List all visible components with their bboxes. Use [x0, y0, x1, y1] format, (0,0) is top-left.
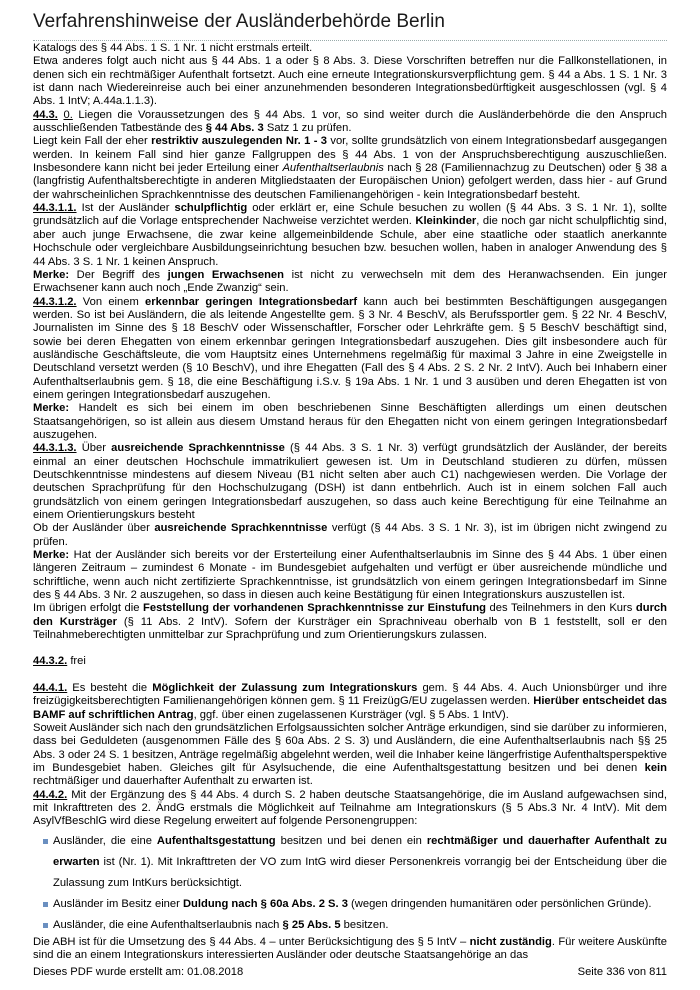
- section-ref: 44.3.: [33, 108, 58, 121]
- section-44-3-1-1: 44.3.1.1. Ist der Ausländer schulpflichtig oder erklärt er, eine Schule besuchen zu wollen (§ 44 Abs. 3 S. 1 Nr. 1), sollte grundsätzlich auf die Vorlage entsprechender Nachweise verzichtet werden. Kleinkinder, die noch gar nicht schulpflichtig sind, aber auch junge Erwachsene, die zwar keine allgemeinbildende Schule, aber eine staatliche oder staatlich anerkannte Hochschule oder vergleichbare Ausbildungseinrichtung besuchen bzw. besuchen wollen, haben in analoger Anwendung des § 44 Abs. 3 S. 1 Nr. 1 keinen Anspruch.: [33, 202, 667, 268]
- page-footer: [33, 966, 667, 978]
- section-ref: 44.3.2.: [33, 655, 68, 668]
- merke-note: Merke: Hat der Ausländer sich bereits vor der Ersterteilung einer Aufenthaltserlaubnis im Sinne des § 44 Abs. 1 über einen längeren Zeitraum – zumindest 6 Monate - im Bundesgebiet aufgehalten und verfügt er über ausreichende mündliche und schriftliche, wenn auch nicht zertifizierte Sprachkenntnisse, ist grundsätzlich von einem geringen Integrationsbedarf im Sinne des § 44 Abs. 3 Nr. 2 auszugehen, so dass in diesen auch keine Bestätigung für einen Integrationskurs auszustellen ist.: [33, 549, 667, 602]
- section-ref: 44.3.1.2.: [33, 295, 77, 308]
- document-title: Verfahrenshinweise der Ausländerbehörde Berlin: [33, 11, 445, 32]
- paragraph: Etwa anderes folgt auch nicht aus § 44 Abs. 1 a oder § 8 Abs. 3. Diese Vorschriften betreffen nur die Fallkonstellationen, in denen sich ein rechtmäßiger Aufenthalt fortsetzt. Auch eine erneute Integrationskursverpflichtung gem. § 44 a Abs. 1 S. 1 Nr. 3 ist dann nach Wiedereinreise auch bei einer anzunehmenden besonderen Integrationsbedürftigkeit ausgeschlossen (vgl. § 4 Abs. 1 IntV; A.44a.1.1.3).: [33, 55, 667, 108]
- merke-note: Merke: Der Begriff des jungen Erwachsenen ist nicht zu verwechseln mit dem des Heranwachsenden. Ein junger Erwachsener kann auch noch „Ende Zwanzig“ sein.: [33, 268, 668, 295]
- section-44-3-1-3: 44.3.1.3. Über ausreichende Sprachkenntnisse (§ 44 Abs. 3 S. 1 Nr. 3) verfügt grundsätzlich der Ausländer, der bereits einmal an einer deutschen Hochschule immatrikuliert gewesen ist. Um in Deutschland studieren zu dürfen, müssen Deutschkenntnisse mindestens auf diesem Niveau (B1 nicht selten aber auch C1) nachgewiesen werden. Die Vorlage der deutschen Sprachprüfung für den Hochschulzugang (DSH) ist dann entbehrlich. Auch ist in einem solchen Fall auch grundsätzlich von einem geringen Integrationsbedarf auszugehen, so dass auch keine Berechtigung für eine Teilnahme an einem Orientierungskurs besteht: [33, 442, 668, 522]
- section-44-3-1-2: 44.3.1.2. Von einem erkennbar geringen Integrationsbedarf kann auch bei bestimmten Beschäftigungen ausgegangen werden. So ist bei Ausländern, die als leitende Angestellte gem. § 3 Nr. 4 BeschV, als Berufssportler gem. § 22 Nr. 4 BeschV, Journalisten im Sinne des § 18 BeschV oder Wissenschaftler, Forscher oder Lehrkräfte gem. § 5 BeschV beschäftigt sind, sowie bei deren Ehegatten von einem erkennbar geringen Integrationsbedarf auszugehen. Dies gilt insbesondere auch für ausländische Geschäftsleute, die vom Hauptsitz eines Unternehmens regelmäßig für maximal 3 Jahre in eine Zweigstelle in Deutschland versetzt werden (§ 10 BeschV), und ihre Ehegatten (Fall des § 4 Abs. 2 S. 2 Nr. 2 IntV). Auch bei Inhabern einer Aufenthaltserlaubnis gem. § 18, die eine Beschäftigung i.S.v. § 19a Abs. 1 Nr. 1 und 3 ausüben und deren Ehegatten ist von einem geringen Integrationsbedarf auszugehen.: [33, 295, 667, 401]
- person-group-list: [33, 831, 667, 936]
- list-item: Ausländer, die eine Aufenthaltsgestattung besitzen und bei denen ein rechtmäßiger und dauerhafter Aufenthalt zu erwarten ist (Nr. 1). Mit Inkrafttreten der VO zum IntG wird dieser Personenkreis vorrangig bei der Entscheidung über die Zulassung zum IntKurs berücksichtigt.: [43, 831, 667, 894]
- paragraph: Soweit Ausländer sich nach den grundsätzlichen Erfolgsaussichten solcher Anträge erkundigen, sind sie darüber zu informieren, dass bei Geduldeten (ausgenommen Fälle des § 60a Abs. 2 S. 3) und Ausländern, die eine Aufenthaltserlaubnis nach §§ 25 Abs. 3 oder 24 S. 1 besitzen, Anträge regelmäßig abgelehnt werden, weil die Inhaber keine längerfristige Aufenthaltsperspektive im Bundesgebiet haben. Gleiches gilt für Asylsuchende, die eine Aufenthaltsgestattung besitzen und bei denen kein rechtmäßiger und dauerhafter Aufenthalt zu erwarten ist.: [33, 721, 667, 788]
- list-item: Ausländer im Besitz einer Duldung nach § 60a Abs. 2 S. 3 (wegen dringenden humanitären oder persönlichen Gründe).: [43, 894, 667, 915]
- page-header: [33, 10, 667, 41]
- section-ref: 44.4.2.: [33, 788, 68, 801]
- list-item: Ausländer, die eine Aufenthaltserlaubnis nach § 25 Abs. 5 besitzen.: [43, 915, 667, 936]
- section-ref: 44.3.1.1.: [33, 202, 77, 215]
- document-body: [33, 42, 667, 962]
- subsection-ref: 0.: [63, 108, 73, 121]
- section-ref: 44.3.1.3.: [33, 442, 77, 455]
- section-44-3: 44.3. 0. Liegen die Voraussetzungen des § 44 Abs. 1 vor, so sind weiter durch die Ausländerbehörde die den Anspruch ausschließenden Tatbestände des § 44 Abs. 3 Satz 1 zu prüfen.: [33, 108, 667, 135]
- created-date: Dieses PDF wurde erstellt am: 01.08.2018: [33, 966, 244, 978]
- paragraph: Ob der Ausländer über ausreichende Sprachkenntnisse verfügt (§ 44 Abs. 3 S. 1 Nr. 3), ist im übrigen nicht zwingend zu prüfen.: [33, 522, 667, 548]
- paragraph: Liegt kein Fall der eher restriktiv auszulegenden Nr. 1 - 3 vor, sollte grundsätzlich von einem Integrationsbedarf ausgegangen werden. In keinem Fall sind hier ganze Fallgruppen des § 44 Abs. 1 von der Anspruchsberechtigung auszuschließen. Insbesondere kann nicht bei jeder Erteilung einer Aufenthaltserlaubnis nach § 28 (Familiennachzug zu Deutschen) oder § 38 a (langfristig Aufenthaltsberechtigte in anderen Mitgliedstaaten der Europäischen Union) gefolgert werden, dass hier - auf Grund der wahrscheinlichen Sprachkenntnisse des deutschen Familienangehörigen - kein Integrationsbedarf besteht.: [33, 135, 667, 201]
- section-44-4-2: 44.4.2. Mit der Ergänzung des § 44 Abs. 4 durch S. 2 haben deutsche Staatsangehörige, die im Ausland aufgewachsen sind, mit Inkrafttreten des 2. ÄndG erstmals die Möglichkeit auf Teilnahme am Integrationskurs (§ 5 Abs.3 Nr. 4 IntV). Mit dem AsylVfBeschlG wird diese Regelung erweitert auf folgende Personengruppen:: [33, 788, 667, 828]
- section-44-3-2: 44.3.2. frei: [33, 655, 86, 668]
- page-number: Seite 336 von 811: [577, 966, 667, 978]
- merke-note: Merke: Handelt es sich bei einem im oben beschriebenen Sinne Beschäftigten allerdings um einen deutschen Staatsangehörigen, so ist allein aus diesem Umstand heraus für den Ehegatten nicht von einem geringen Integrationsbedarf auszugehen.: [33, 402, 667, 441]
- section-ref: 44.4.1.: [33, 681, 68, 694]
- paragraph: Die ABH ist für die Umsetzung des § 44 Abs. 4 – unter Berücksichtigung des § 5 IntV – nicht zuständig. Für weitere Auskünfte sind die an einem Integrationskurs interessierten Ausländer oder deutsche Staatsangehörige an das: [33, 935, 668, 961]
- paragraph: Im übrigen erfolgt die Feststellung der vorhandenen Sprachkenntnisse zur Einstufung des Teilnehmers in den Kurs durch den Kursträger (§ 11 Abs. 2 IntV). Sofern der Kursträger ein Sprachniveau oberhalb von B 1 feststellt, soll er den Teilnahmeberechtigten unmittelbar zur Sprachprüfung und zum Orientierungskurs zulassen.: [33, 602, 667, 642]
- paragraph: Katalogs des § 44 Abs. 1 S. 1 Nr. 1 nicht erstmals erteilt.: [33, 42, 313, 54]
- section-44-4-1: 44.4.1. Es besteht die Möglichkeit der Zulassung zum Integrationskurs gem. § 44 Abs. 4. Auch Unionsbürger und ihre freizügigkeitsberechtigten Familienangehörigen können gem. § 11 FreizügG/EU zugelassen werden. Hierüber entscheidet das BAMF auf schriftlichen Antrag, ggf. über einen zugelassenen Kursträger (vgl. § 5 Abs. 1 IntV).: [33, 681, 668, 721]
